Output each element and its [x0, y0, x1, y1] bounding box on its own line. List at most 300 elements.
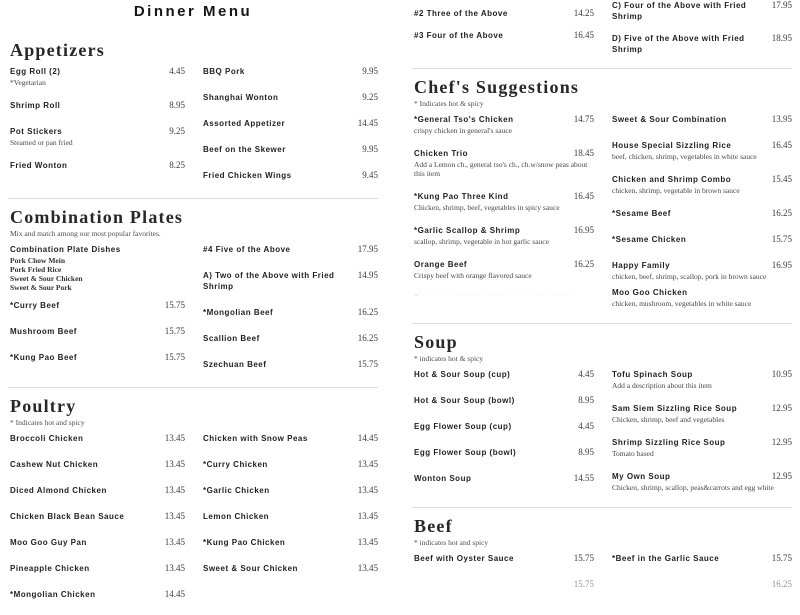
menu-item: [414, 30, 594, 41]
menu-item: [414, 8, 594, 19]
item-header: [414, 421, 594, 432]
item-name: Moo Goo Chicken: [612, 288, 688, 297]
menu-item: [612, 369, 792, 390]
menu-item: [203, 66, 378, 77]
item-header: [10, 537, 185, 548]
menu-column: [10, 66, 185, 196]
menu-column: [203, 66, 378, 196]
menu-item: [10, 300, 185, 311]
item-name: Orange Beef: [414, 260, 468, 269]
item-name: Beef on the Skewer: [203, 145, 286, 154]
item-price: 9.25: [169, 126, 185, 136]
item-price: 8.95: [578, 447, 594, 457]
item-name: *Mongolian Chicken: [10, 590, 96, 599]
item-header: [10, 126, 185, 137]
item-price: 9.45: [362, 170, 378, 180]
item-name: A) Two of the Above with Fried Shrimp: [203, 271, 335, 291]
item-name: Chicken Black Bean Sauce: [10, 512, 125, 521]
item-name: #4 Five of the Above: [203, 245, 291, 254]
item-header: [612, 471, 792, 482]
item-price: 15.75: [573, 579, 594, 589]
menu-item: [10, 485, 185, 496]
item-header: [612, 369, 792, 380]
item-header: [612, 403, 792, 414]
menu-item: [10, 244, 185, 292]
item-price: 15.75: [164, 326, 185, 336]
item-name: #3 Four of the Above: [414, 31, 504, 40]
item-header: [203, 244, 378, 255]
item-header: [414, 447, 594, 458]
item-price: 13.45: [164, 511, 185, 521]
menu-column: [203, 433, 378, 615]
item-header: [414, 259, 594, 270]
section-heading: Chef's Suggestions: [414, 77, 580, 97]
item-name: *Kung Pao Chicken: [203, 538, 286, 547]
item-price: 13.45: [357, 563, 378, 573]
menu-column: [414, 553, 594, 589]
section-heading: Appetizers: [10, 40, 105, 60]
item-header: [414, 553, 594, 564]
menu-item: [10, 126, 185, 147]
menu-item: [414, 259, 594, 280]
menu-item: [203, 244, 378, 255]
menu-item: [612, 234, 792, 245]
menu-item: [612, 140, 792, 161]
menu-item: [414, 369, 594, 380]
item-header: [203, 270, 378, 292]
item-header: [414, 293, 594, 299]
menu-item: [414, 553, 594, 564]
item-name: Assorted Appetizer: [203, 119, 286, 128]
section-heading: Soup: [414, 332, 458, 352]
menu-column: [203, 244, 378, 385]
item-price: 9.25: [362, 92, 378, 102]
item-price: 13.45: [357, 511, 378, 521]
item-price: 13.45: [357, 459, 378, 469]
item-name: Sweet & Sour Combination: [612, 115, 727, 124]
menu-item: [612, 288, 792, 308]
item-price: 14.55: [573, 473, 594, 483]
item-name: *Garlic Chicken: [203, 486, 270, 495]
menu-item: [203, 563, 378, 574]
section-divider: [8, 387, 378, 388]
item-description: Add a description about this item: [612, 381, 712, 390]
menu-columns: [8, 66, 378, 196]
item-description: Add a Lemon ch., general tso's ch., ch.w/snow peas about this item: [414, 160, 588, 178]
sublist-entry: Sweet & Sour Pork: [10, 283, 72, 292]
item-header: [414, 369, 594, 380]
item-name: Happy Family: [612, 261, 671, 270]
menu-item: [10, 459, 185, 470]
menu-item: [414, 447, 594, 458]
menu-item: [203, 459, 378, 470]
menu-item: [612, 114, 792, 125]
item-header: [10, 300, 185, 311]
item-description: *Vegetarian: [10, 78, 46, 87]
item-name: Hot & Sour Soup (cup): [414, 370, 511, 379]
item-name: *Kung Pao Three Kind: [414, 192, 509, 201]
section-divider: [412, 68, 792, 69]
item-name: Chicken and Shrimp Combo: [612, 175, 732, 184]
item-name: Hot & Sour Soup (bowl): [414, 396, 515, 405]
item-name: Shanghai Wonton: [203, 93, 279, 102]
item-header: [414, 191, 594, 202]
item-price: 16.25: [771, 208, 792, 218]
item-price: 18.95: [771, 33, 792, 43]
item-price: 15.75: [357, 359, 378, 369]
item-price: 4.45: [578, 369, 594, 379]
item-header: [203, 359, 378, 370]
item-header: [414, 148, 594, 159]
item-header: [203, 118, 378, 129]
menu-item: [10, 589, 185, 600]
item-price: 12.95: [771, 471, 792, 481]
menu-item: [612, 437, 792, 458]
sublist-entry: Pork Chow Mein: [10, 256, 65, 265]
item-name: Combination Plate Dishes: [10, 245, 121, 254]
item-price: 16.45: [573, 191, 594, 201]
menu-item: [10, 326, 185, 337]
menu-item: [612, 0, 792, 22]
item-description: Chicken, shrimp, beef, vegetables in spicy sauce: [414, 203, 560, 212]
item-price: 4.45: [578, 421, 594, 431]
menu-column: [10, 433, 185, 615]
item-price: 10.95: [771, 369, 792, 379]
item-header: [612, 140, 792, 151]
item-name: Fried Wonton: [10, 161, 68, 170]
item-header: [10, 160, 185, 171]
item-price: 15.75: [771, 553, 792, 563]
item-header: [10, 352, 185, 363]
item-header: [203, 144, 378, 155]
menu-item: [10, 563, 185, 574]
item-name: #2 Three of the Above: [414, 9, 508, 18]
menu-item: [203, 537, 378, 548]
item-description: Crispy beef with orange flavored sauce: [414, 271, 532, 280]
item-name: Szechuan Beef: [203, 360, 267, 369]
menu-item: [414, 191, 594, 212]
item-name: C) Four of the Above with Fried Shrimp: [612, 1, 747, 21]
item-header: [203, 511, 378, 522]
item-header: [203, 66, 378, 77]
menu-section-combination-plates: [8, 207, 378, 385]
item-header: [203, 333, 378, 344]
item-header: [10, 66, 185, 77]
item-header: [203, 537, 378, 548]
item-header: [10, 244, 185, 255]
menu-columns: [412, 114, 792, 321]
menu-item: [203, 307, 378, 318]
menu-item: [414, 473, 594, 484]
item-header: [203, 485, 378, 496]
item-name: BBQ Pork: [203, 67, 245, 76]
item-price: 16.25: [357, 333, 378, 343]
menu-column: [612, 0, 792, 66]
menu-item: [203, 485, 378, 496]
item-name: Fried Chicken Wings: [203, 171, 292, 180]
menu-section-poultry: [8, 396, 378, 615]
item-price: 16.25: [771, 579, 792, 589]
menu-item: [414, 421, 594, 432]
section-divider: [412, 507, 792, 508]
item-price: 15.75: [771, 234, 792, 244]
item-name: Shrimp Sizzling Rice Soup: [612, 438, 726, 447]
item-header: [203, 307, 378, 318]
item-price: 15.45: [771, 174, 792, 184]
menu-item: [10, 160, 185, 171]
item-header: [612, 114, 792, 125]
item-name: *Curry Chicken: [203, 460, 268, 469]
item-name: House Special Sizzling Rice: [612, 141, 732, 150]
item-header: [10, 485, 185, 496]
item-name: Pineapple Chicken: [10, 564, 90, 573]
item-name: *Mongolian Beef: [203, 308, 274, 317]
section-divider: [412, 323, 792, 324]
item-name: *Beef in the Garlic Sauce: [612, 554, 720, 563]
item-price: 16.25: [573, 259, 594, 269]
item-description: Chicken, shrimp, beef and vegetables: [612, 415, 725, 424]
item-description: chicken, mushroom, vegetables in white sauce: [612, 299, 752, 308]
section-heading: Combination Plates: [10, 207, 184, 227]
item-price: 14.45: [357, 118, 378, 128]
menu-column: [612, 553, 792, 589]
item-header: [10, 563, 185, 574]
menu-column: [414, 8, 594, 66]
item-header: [612, 260, 792, 271]
menu-item: [203, 433, 378, 444]
item-header: [10, 459, 185, 470]
menu-item: [612, 471, 792, 492]
item-price: 4.45: [169, 66, 185, 76]
menu-section-appetizers: [8, 40, 378, 196]
section-heading: Poultry: [10, 396, 77, 416]
item-name: Moo Goo Guy Pan: [10, 538, 87, 547]
item-price: 16.45: [771, 140, 792, 150]
menu-columns: [8, 433, 378, 615]
item-name: *General Tso's Chicken: [414, 115, 514, 124]
sublist-entry: Pork Fried Rice: [10, 265, 62, 274]
menu-item: [414, 148, 594, 178]
item-price: 13.45: [164, 537, 185, 547]
item-name: Shrimp Roll: [10, 101, 61, 110]
menu-item: [203, 118, 378, 129]
item-price: 14.45: [357, 433, 378, 443]
item-header: [612, 174, 792, 185]
item-price: 12.95: [771, 403, 792, 413]
item-name: *Sesame Chicken: [612, 235, 687, 244]
item-header: [414, 8, 594, 19]
menu-item: [10, 352, 185, 363]
menu-item: [414, 395, 594, 406]
menu-columns: [8, 244, 378, 385]
menu-column: [10, 244, 185, 385]
item-name: Diced Almond Chicken: [10, 486, 107, 495]
item-name: Beef with Oyster Sauce: [414, 554, 514, 563]
menu-columns: [412, 0, 792, 66]
item-header: [612, 0, 792, 22]
menu-left-half: [8, 0, 378, 615]
menu-column: [612, 114, 792, 321]
menu-column: [612, 369, 792, 505]
item-price: 9.95: [362, 144, 378, 154]
item-name: Mushroom Beef: [10, 327, 77, 336]
section-subtitle: * Indicates hot and spicy: [10, 418, 85, 427]
item-name: *Kung Pao Beef: [10, 353, 78, 362]
section-subtitle: Mix and match among our most popular favorites.: [10, 229, 161, 238]
item-name: *Sesame Beef: [612, 209, 671, 218]
item-name: D) Five of the Above with Fried Shrimp: [612, 34, 745, 54]
menu-section-soup: [412, 332, 792, 505]
item-description: beef, chicken, shrimp, vegetables in white sauce: [612, 152, 757, 161]
section-subtitle: * indicates hot and spicy: [414, 538, 489, 547]
menu-item: [10, 537, 185, 548]
item-header: [414, 114, 594, 125]
item-price: 17.95: [357, 244, 378, 254]
item-header: [414, 225, 594, 236]
item-description: Chicken, shrimp, scallop, peas&carrots and egg white: [612, 483, 774, 492]
item-header: [612, 288, 792, 298]
item-price: 16.95: [573, 225, 594, 235]
clipped-name-window: [612, 288, 768, 298]
item-name: Sam Siem Sizzling Rice Soup: [612, 404, 738, 413]
item-name: Wonton Soup: [414, 474, 472, 483]
menu-item: [203, 359, 378, 370]
item-name: Egg Flower Soup (bowl): [414, 448, 517, 457]
menu-item: [612, 208, 792, 219]
item-price: 13.45: [164, 433, 185, 443]
item-name: *Garlic Scallop & Shrimp: [414, 226, 521, 235]
item-header: [203, 433, 378, 444]
item-name: w/ ············· ········· ········ ··· ····· ··· ·········: [414, 293, 571, 298]
item-price: 15.75: [164, 352, 185, 362]
item-price: 16.45: [573, 30, 594, 40]
item-price: 13.45: [164, 563, 185, 573]
item-header: [612, 33, 792, 55]
item-header: [10, 433, 185, 444]
section-subtitle: * Indicates hot & spicy: [414, 99, 484, 108]
menu-item: [612, 33, 792, 55]
menu-item: [10, 511, 185, 522]
menu-section-beef: [412, 516, 792, 589]
menu-item: [612, 553, 792, 564]
menu-section-chef-s-suggestions: [412, 77, 792, 321]
item-name: Scallion Beef: [203, 334, 260, 343]
item-description: Tomato based: [612, 449, 654, 458]
menu-section-continued: [412, 0, 792, 66]
menu-item: [414, 225, 594, 246]
item-price: 8.95: [169, 100, 185, 110]
menu-item: [203, 333, 378, 344]
item-description: chicken, shrimp, vegetable in brown sauce: [612, 186, 740, 195]
menu-column: [414, 369, 594, 505]
item-header: [414, 395, 594, 406]
item-header: [10, 326, 185, 337]
item-price: 15.75: [164, 300, 185, 310]
item-price: 14.45: [164, 589, 185, 599]
item-price: 13.45: [357, 485, 378, 495]
item-name: *Curry Beef: [10, 301, 60, 310]
item-price: 13.45: [164, 485, 185, 495]
menu-item: [10, 100, 185, 111]
item-header: [612, 553, 792, 564]
item-price: 12.95: [771, 437, 792, 447]
item-name: Egg Roll (2): [10, 67, 61, 76]
item-header: [612, 437, 792, 448]
item-header: [203, 170, 378, 181]
item-header: [414, 30, 594, 41]
menu-item: [203, 92, 378, 103]
item-price: 16.95: [771, 260, 792, 270]
item-header: [10, 589, 185, 600]
item-description: scallop, shrimp, vegetable in hot garlic sauce: [414, 237, 549, 246]
menu-item: [203, 144, 378, 155]
section-divider: [8, 198, 378, 199]
item-price: 16.25: [357, 307, 378, 317]
menu-column: [414, 114, 594, 321]
menu-item: [414, 114, 594, 135]
item-name: Broccoli Chicken: [10, 434, 84, 443]
item-header: [612, 208, 792, 219]
item-header: [203, 92, 378, 103]
menu-columns: [412, 369, 792, 505]
item-price: 17.95: [771, 0, 792, 10]
item-price: 13.95: [771, 114, 792, 124]
item-sublist: [10, 256, 185, 292]
item-name: Chicken Trio: [414, 149, 469, 158]
section-heading: Beef: [414, 516, 453, 536]
menu-item: [10, 66, 185, 87]
item-header: [414, 473, 594, 484]
sublist-entry: Sweet & Sour Chicken: [10, 274, 83, 283]
item-price: 8.95: [578, 395, 594, 405]
item-description: chicken, beef, shrimp, scallop, pork in brown sauce: [612, 272, 767, 281]
menu-item: [612, 403, 792, 424]
menu-item: [10, 433, 185, 444]
page-title: Dinner Menu: [133, 3, 253, 20]
menu-columns: [412, 553, 792, 589]
menu-item: [612, 260, 792, 281]
menu-right-half: [412, 0, 792, 589]
item-price: 13.45: [164, 459, 185, 469]
section-subtitle: * indicates hot & spicy: [414, 354, 484, 363]
menu-item: [203, 511, 378, 522]
item-header: [203, 563, 378, 574]
item-name: Sweet & Sour Chicken: [203, 564, 298, 573]
item-name: Tofu Spinach Soup: [612, 370, 693, 379]
item-name: Egg Flower Soup (cup): [414, 422, 512, 431]
item-price: 13.45: [357, 537, 378, 547]
item-header: [612, 234, 792, 245]
item-price: 15.75: [573, 553, 594, 563]
item-name: Lemon Chicken: [203, 512, 270, 521]
item-header: [10, 511, 185, 522]
item-name: My Own Soup: [612, 472, 671, 481]
item-price: 18.45: [573, 148, 594, 158]
item-name: Chicken with Snow Peas: [203, 434, 308, 443]
item-price: 14.75: [573, 114, 594, 124]
item-price: 8.25: [169, 160, 185, 170]
item-price: 9.95: [362, 66, 378, 76]
item-name: Pot Stickers: [10, 127, 63, 136]
menu-item: [203, 170, 378, 181]
item-price: 14.95: [357, 270, 378, 280]
menu-item: [414, 293, 594, 299]
menu-item: [203, 270, 378, 292]
item-description: crispy chicken in general's sauce: [414, 126, 512, 135]
item-description: Steamed or pan fried: [10, 138, 73, 147]
item-name: Cashew Nut Chicken: [10, 460, 99, 469]
item-price: 14.25: [573, 8, 594, 18]
